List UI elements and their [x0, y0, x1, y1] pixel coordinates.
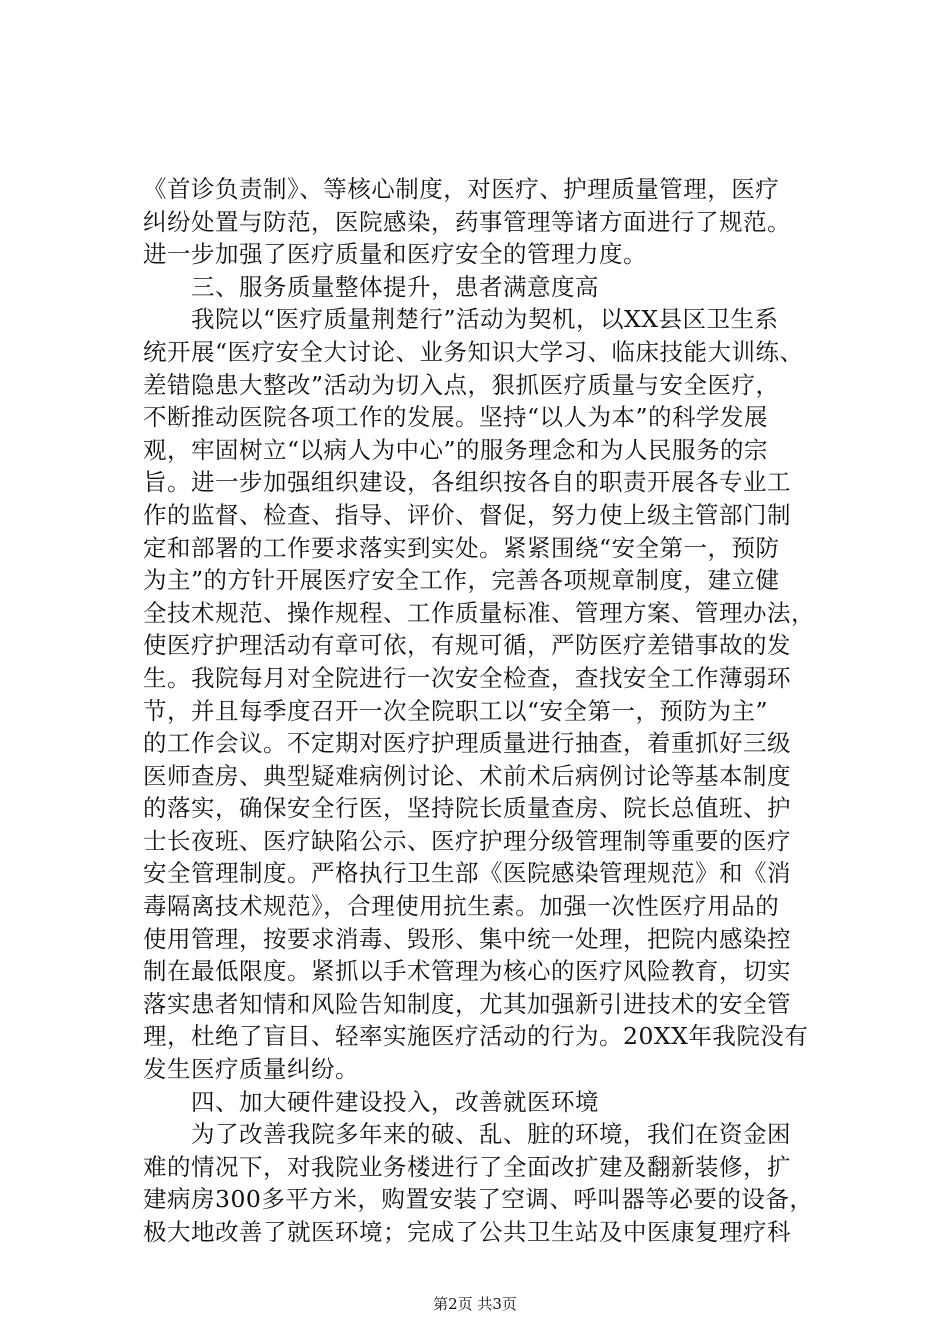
- text-line: 为主”的方针开展医疗安全工作，完善各项规章制度，建立健: [143, 566, 780, 595]
- text-line: 医师查房、典型疑难病例讨论、术前术后病例讨论等基本制度: [143, 761, 791, 790]
- text-line: 进一步加强了医疗质量和医疗安全的管理力度。: [143, 240, 647, 269]
- text-line: 生。我院每月对全院进行一次安全检查，查找安全工作薄弱环: [143, 663, 791, 692]
- page-number: 第2页 共3页: [433, 1295, 517, 1313]
- text-line: 难的情况下，对我院业务楼进行了全面改扩建及翻新装修，扩: [143, 1152, 791, 1181]
- text-line: 观，牢固树立“以病人为中心”的服务理念和为人民服务的宗: [143, 435, 769, 464]
- text-line: 毒隔离技术规范》，合理使用抗生素。加强一次性医疗用品的: [143, 892, 780, 921]
- section-heading: 四、加大硬件建设投入，改善就医环境: [143, 1087, 599, 1116]
- text-line: 不断推动医院各项工作的发展。坚持“以人为本”的科学发展: [143, 403, 769, 432]
- text-line: 全技术规范、操作规程、工作质量标准、管理方案、管理办法，: [143, 598, 815, 627]
- text-line: 作的监督、检查、指导、评价、督促，努力使上级主管部门制: [143, 500, 791, 529]
- page-footer: [0, 1294, 950, 1314]
- text-line: 为了改善我院多年来的破、乱、脏的环境，我们在资金困: [143, 1120, 791, 1149]
- text-line: 士长夜班、医疗缺陷公示、医疗护理分级管理制等重要的医疗: [143, 826, 791, 855]
- text-line: 《首诊负责制》、等核心制度，对医疗、护理质量管理，医疗: [143, 175, 780, 203]
- text-line: 落实患者知情和风险告知制度，尤其加强新引进技术的安全管: [143, 989, 791, 1018]
- text-line: 纠纷处置与防范，医院感染，药事管理等诸方面进行了规范。: [143, 207, 791, 236]
- text-line: 使医疗护理活动有章可依，有规可循，严防医疗差错事故的发: [143, 631, 791, 660]
- text-line: 使用管理，按要求消毒、毁形、集中统一处理，把院内感染控: [143, 924, 791, 953]
- text-line: 建病房300多平方米，购置安装了空调、呼叫器等必要的设备，: [143, 1185, 814, 1214]
- text-line: 理，杜绝了盲目、轻率实施医疗活动的行为。20XX年我院没有: [143, 1022, 809, 1051]
- text-line: 差错隐患大整改”活动为切入点，狠抓医疗质量与安全医疗，: [143, 370, 780, 399]
- section-heading: 三、服务质量整体提升，患者满意度高: [143, 272, 599, 301]
- document-body: [143, 173, 833, 1249]
- text-line: 统开展“医疗安全大讨论、业务知识大学习、临床技能大训练、: [143, 337, 804, 366]
- text-line: 旨。进一步加强组织建设，各组织按各自的职责开展各专业工: [143, 468, 791, 497]
- text-line: 的工作会议。不定期对医疗护理质量进行抽查，着重抓好三级: [143, 729, 791, 758]
- text-line: 我院以“医疗质量荆楚行”活动为契机，以XX县区卫生系: [143, 305, 779, 334]
- text-line: 制在最低限度。紧抓以手术管理为核心的医疗风险教育，切实: [143, 957, 791, 986]
- text-line: 定和部署的工作要求落实到实处。紧紧围绕“安全第一，预防: [143, 533, 780, 562]
- text-line: 极大地改善了就医环境；完成了公共卫生站及中医康复理疗科: [143, 1218, 791, 1246]
- text-line: 发生医疗质量纠纷。: [143, 1055, 359, 1084]
- text-line: 节，并且每季度召开一次全院职工以“安全第一，预防为主”: [143, 696, 769, 725]
- text-line: 的落实，确保安全行医，坚持院长质量查房、院长总值班、护: [143, 794, 791, 823]
- text-line: 安全管理制度。严格执行卫生部《医院感染管理规范》和《消: [143, 859, 791, 888]
